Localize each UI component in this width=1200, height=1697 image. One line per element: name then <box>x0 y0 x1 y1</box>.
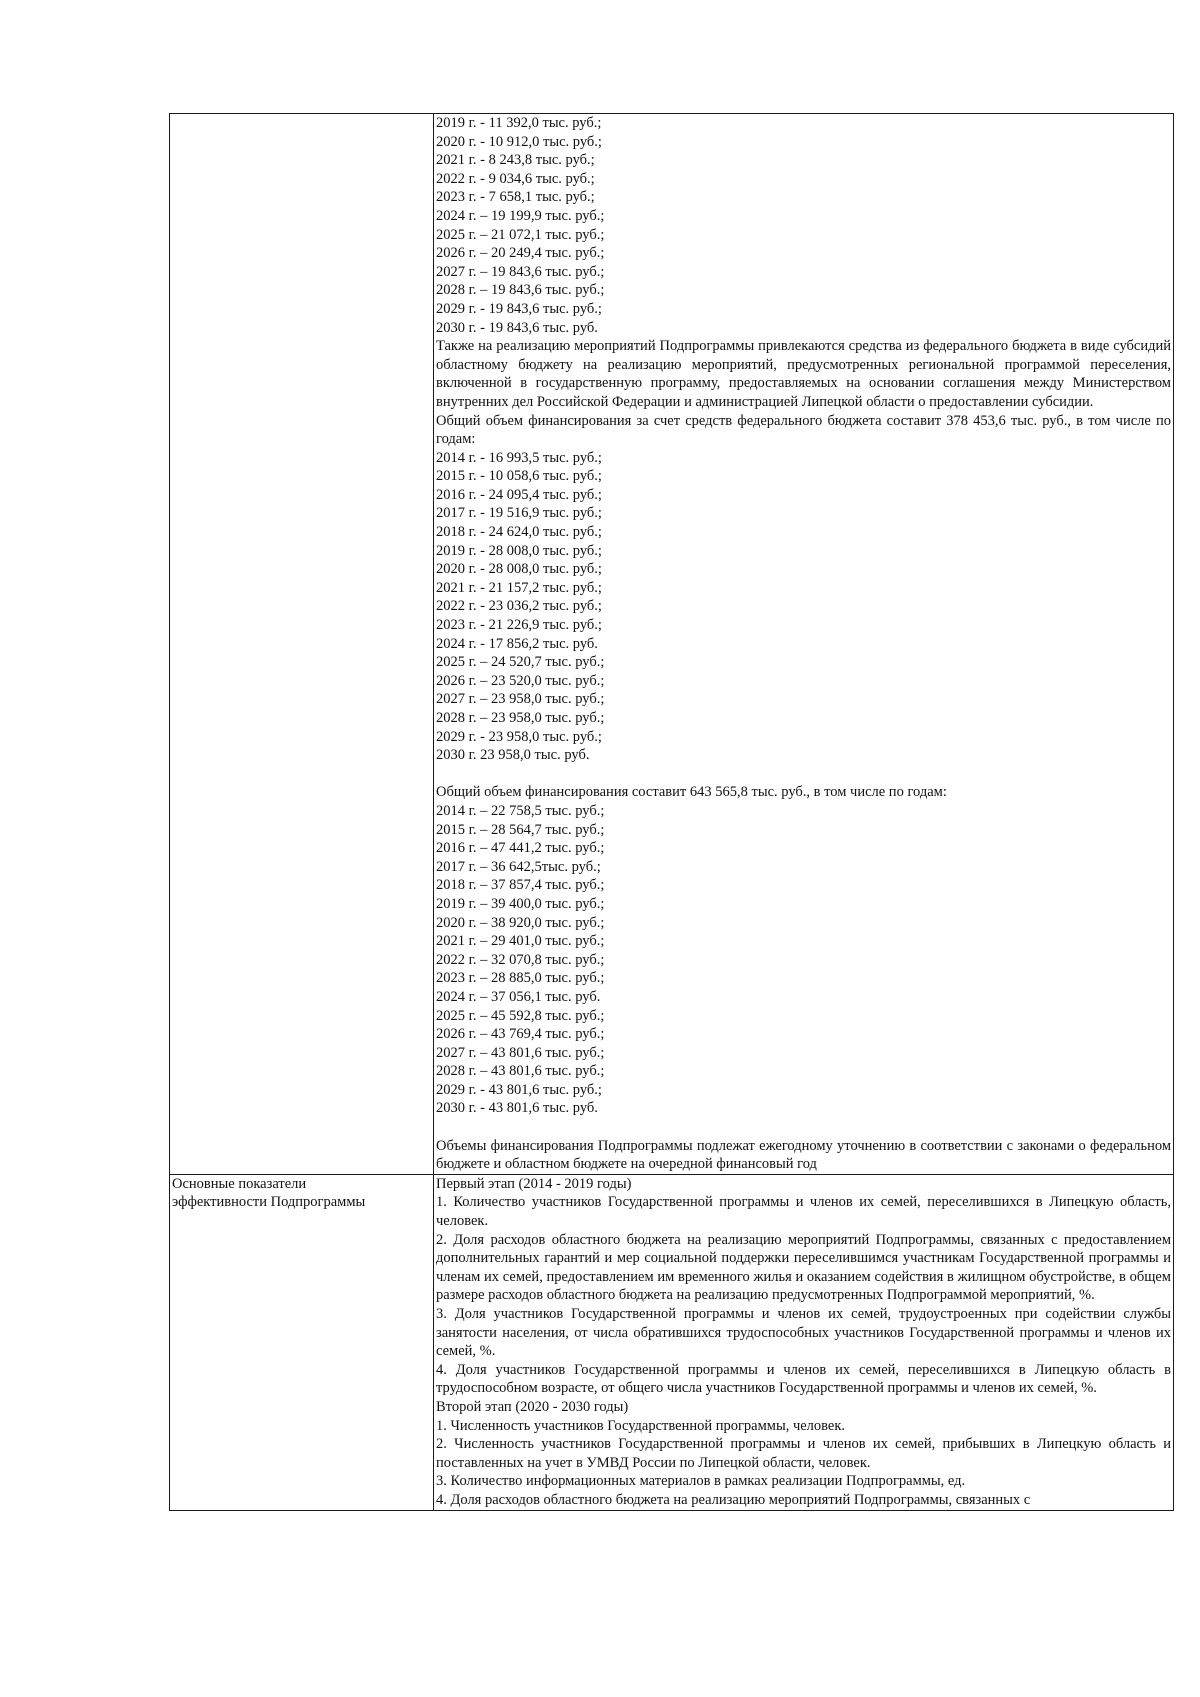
federal-year-line: 2019 г. - 28 008,0 тыс. руб.; <box>436 542 602 559</box>
federal-year-line: 2020 г. - 28 008,0 тыс. руб.; <box>436 561 602 578</box>
regional-year-line: 2027 г. – 19 843,6 тыс. руб.; <box>436 263 605 280</box>
federal-year-line: 2025 г. – 24 520,7 тыс. руб.; <box>436 654 605 671</box>
federal-year-line: 2021 г. - 21 157,2 тыс. руб.; <box>436 579 602 596</box>
spacer <box>436 1118 1171 1137</box>
stage1-indicator: 3. Доля участников Государственной программы и членов их семей, трудоустроенных при содействии службы занятости населения, от числа обратившихся трудоспособных участников Государственной программы и членов их семей, %. <box>436 1306 1171 1360</box>
regional-years-list <box>436 114 1171 337</box>
overall-year-line: 2027 г. – 43 801,6 тыс. руб.; <box>436 1044 605 1061</box>
federal-year-line: 2026 г. – 23 520,0 тыс. руб.; <box>436 672 605 689</box>
overall-total-paragraph: Общий объем финансирования составит 643 565,8 тыс. руб., в том числе по годам: <box>436 784 947 801</box>
spacer <box>436 765 1171 784</box>
funding-content-cell <box>434 114 1173 1174</box>
overall-year-line: 2030 г. - 43 801,6 тыс. руб. <box>436 1100 598 1117</box>
federal-year-line: 2014 г. - 16 993,5 тыс. руб.; <box>436 449 602 466</box>
federal-year-line: 2030 г. 23 958,0 тыс. руб. <box>436 747 590 764</box>
regional-year-line: 2029 г. - 19 843,6 тыс. руб.; <box>436 300 602 317</box>
overall-year-line: 2016 г. – 47 441,2 тыс. руб.; <box>436 840 605 857</box>
stage1-indicator: 1. Количество участников Государственной программы и членов их семей, переселившихся в Липецкую область, человек. <box>436 1194 1171 1230</box>
federal-year-line: 2018 г. - 24 624,0 тыс. руб.; <box>436 524 602 541</box>
stage2-title: Второй этап (2020 - 2030 годы) <box>436 1398 629 1415</box>
overall-year-line: 2024 г. – 37 056,1 тыс. руб. <box>436 988 601 1005</box>
funding-row <box>170 114 1173 1174</box>
indicators-content-cell <box>434 1175 1173 1510</box>
federal-year-line: 2015 г. - 10 058,6 тыс. руб.; <box>436 468 602 485</box>
federal-years-list <box>436 449 1171 765</box>
federal-year-line: 2022 г. - 23 036,2 тыс. руб.; <box>436 598 602 615</box>
passport-table <box>169 113 1174 1511</box>
federal-intro-paragraph: Также на реализацию мероприятий Подпрограммы привлекаются средства из федерального бюджета в виде субсидий областному бюджету на реализацию мероприятий, предусмотренных региональной программой переселения, включенной в государственную программу, предоставляемых на основании соглашения между Министерством внутренних дел Российской Федерации и администрацией Липецкой области о предоставлении субсидии. <box>436 338 1171 410</box>
overall-year-line: 2020 г. – 38 920,0 тыс. руб.; <box>436 914 605 931</box>
overall-year-line: 2019 г. – 39 400,0 тыс. руб.; <box>436 895 605 912</box>
overall-year-line: 2028 г. – 43 801,6 тыс. руб.; <box>436 1063 605 1080</box>
regional-year-line: 2026 г. – 20 249,4 тыс. руб.; <box>436 245 605 262</box>
overall-year-line: 2021 г. – 29 401,0 тыс. руб.; <box>436 933 605 950</box>
overall-year-line: 2017 г. – 36 642,5тыс. руб.; <box>436 858 601 875</box>
regional-year-line: 2019 г. - 11 392,0 тыс. руб.; <box>436 115 602 131</box>
regional-year-line: 2024 г. – 19 199,9 тыс. руб.; <box>436 207 605 224</box>
regional-year-line: 2025 г. – 21 072,1 тыс. руб.; <box>436 226 605 243</box>
stage2-indicator: 3. Количество информационных материалов в рамках реализации Подпрограммы, ед. <box>436 1473 966 1490</box>
regional-year-line: 2028 г. – 19 843,6 тыс. руб.; <box>436 282 605 299</box>
overall-year-line: 2023 г. – 28 885,0 тыс. руб.; <box>436 970 605 987</box>
federal-year-line: 2023 г. - 21 226,9 тыс. руб.; <box>436 617 602 634</box>
overall-year-line: 2022 г. – 32 070,8 тыс. руб.; <box>436 951 605 968</box>
indicators-row <box>170 1174 1173 1510</box>
federal-year-line: 2016 г. - 24 095,4 тыс. руб.; <box>436 486 602 503</box>
indicators-label-cell <box>170 1175 434 1510</box>
stage2-indicator: 4. Доля расходов областного бюджета на реализацию мероприятий Подпрограммы, связанных с <box>436 1491 1031 1508</box>
federal-total-paragraph: Общий объем финансирования за счет средств федерального бюджета составит 378 453,6 тыс. руб., в том числе по годам: <box>436 412 1171 448</box>
regional-year-line: 2020 г. - 10 912,0 тыс. руб.; <box>436 133 602 150</box>
overall-year-line: 2026 г. – 43 769,4 тыс. руб.; <box>436 1026 605 1043</box>
overall-year-line: 2014 г. – 22 758,5 тыс. руб.; <box>436 802 605 819</box>
overall-year-line: 2018 г. – 37 857,4 тыс. руб.; <box>436 877 605 894</box>
overall-year-line: 2029 г. - 43 801,6 тыс. руб.; <box>436 1081 602 1098</box>
stage1-indicator: 4. Доля участников Государственной программы и членов их семей, переселившихся в Липецкую область в трудоспособном возрасте, от общего числа участников Государственной программы и членов их семей, %. <box>436 1361 1171 1397</box>
stage2-indicator: 2. Численность участников Государственной программы и членов их семей, прибывших в Липецкую область и поставленных на учет в УМВД России по Липецкой области, человек. <box>436 1436 1171 1471</box>
funding-label-cell <box>170 114 434 1174</box>
regional-year-line: 2022 г. - 9 034,6 тыс. руб.; <box>436 170 595 187</box>
stage1-indicator: 2. Доля расходов областного бюджета на реализацию мероприятий Подпрограммы, связанных с предоставлением дополнительных гарантий и мер социальной поддержки переселившимся участникам Государственной программы и членам их семей, предоставлением им временного жилья и оказанием содействия в жилищном обустройстве, в общем размере расходов областного бюджета на реализацию предусмотренных Подпрограммой мероприятий, %. <box>436 1231 1171 1304</box>
funding-note-paragraph: Объемы финансирования Подпрограммы подлежат ежегодному уточнению в соответствии с законами о федеральном бюджете и областном бюджете на очередной финансовый год <box>436 1137 1171 1173</box>
overall-year-line: 2025 г. – 45 592,8 тыс. руб.; <box>436 1007 605 1024</box>
regional-year-line: 2023 г. - 7 658,1 тыс. руб.; <box>436 189 595 206</box>
federal-year-line: 2028 г. – 23 958,0 тыс. руб.; <box>436 710 605 726</box>
stage1-title: Первый этап (2014 - 2019 годы) <box>436 1175 632 1192</box>
stage2-indicator: 1. Численность участников Государственной программы, человек. <box>436 1417 846 1434</box>
overall-year-line: 2015 г. – 28 564,7 тыс. руб.; <box>436 821 605 838</box>
regional-year-line: 2021 г. - 8 243,8 тыс. руб.; <box>436 152 595 169</box>
federal-year-line: 2024 г. - 17 856,2 тыс. руб. <box>436 635 598 652</box>
indicators-label-line: эффективности Подпрограммы <box>172 1194 366 1211</box>
indicators-label-line: Основные показатели <box>172 1175 307 1192</box>
federal-year-line: 2029 г. - 23 958,0 тыс. руб.; <box>436 728 602 745</box>
federal-year-line: 2027 г. – 23 958,0 тыс. руб.; <box>436 691 605 708</box>
regional-year-line: 2030 г. - 19 843,6 тыс. руб. <box>436 319 598 336</box>
federal-year-line: 2017 г. - 19 516,9 тыс. руб.; <box>436 505 602 522</box>
overall-years-list <box>436 802 1171 1118</box>
